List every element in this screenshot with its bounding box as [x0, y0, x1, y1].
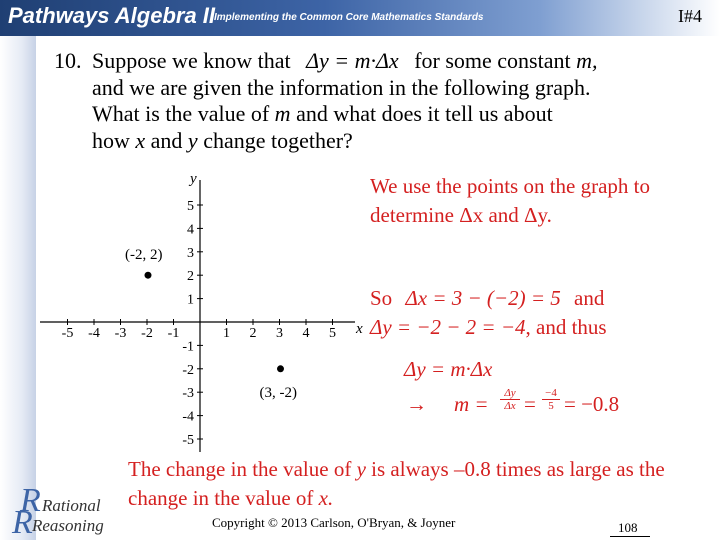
data-point — [277, 365, 284, 372]
y-tick-label: -3 — [182, 386, 194, 402]
fraction-2-den: 5 — [548, 400, 554, 412]
x-tick-label: -4 — [88, 326, 100, 341]
point-label: (-2, 2) — [125, 247, 163, 264]
conclusion-text — [128, 455, 668, 513]
y-tick-label: 5 — [187, 199, 194, 214]
fraction-1 — [500, 387, 520, 412]
q-line1-post: for some constant — [414, 48, 571, 73]
fraction-1-den: Δx — [504, 400, 516, 412]
q-line4-post: change together? — [203, 127, 353, 153]
answer-and-thus: , and thus — [525, 315, 607, 339]
fraction-1-num: Δy — [500, 387, 520, 400]
x-tick-label: 1 — [223, 326, 230, 341]
logo-line1: Rational — [42, 496, 101, 515]
q-var-m: m — [274, 101, 291, 126]
rational-reasoning-logo — [6, 482, 132, 541]
q-var-y: y — [187, 127, 198, 153]
m-lhs: m = — [454, 392, 489, 416]
q-constant: m, — [576, 48, 598, 73]
implies-arrow: → — [406, 392, 427, 416]
page-number: 108 — [618, 520, 638, 535]
x-tick-label: 3 — [276, 326, 283, 341]
logo-r2-icon: R — [12, 504, 33, 541]
y-axis-label: y — [190, 171, 197, 187]
eq-sign: = — [524, 392, 536, 416]
delta-y-equation: Δy = −2 − 2 = −4 — [370, 315, 526, 339]
y-tick-label: -1 — [182, 339, 194, 355]
x-tick-label: -3 — [114, 326, 127, 341]
logo-line2: Reasoning — [32, 516, 104, 535]
q-line1-pre: Suppose we know that — [92, 48, 291, 73]
q-formula: Δy = m·Δx — [306, 48, 399, 73]
copyright: Copyright © 2013 Carlson, O'Bryan, & Joyner — [212, 515, 456, 530]
brand-title: Pathways Algebra II — [8, 3, 216, 28]
page-underline — [610, 536, 650, 537]
y-tick-label: -4 — [182, 409, 194, 425]
q-line3-post: and what does it tell us about — [296, 101, 553, 126]
question-number: 10. — [54, 48, 82, 73]
formula-repeat: Δy = m·Δx — [404, 357, 493, 381]
q-line3-pre: What is the value of — [92, 101, 270, 126]
concl-text1: The change in the value of — [128, 457, 352, 481]
q-line4-mid: and — [150, 127, 183, 153]
brand-tagline: Implementing the Common Core Mathematics Standards — [214, 12, 484, 23]
q-line2: and we are given the information in the following graph. — [92, 74, 591, 100]
fraction-2-num: −4 — [542, 387, 560, 400]
answer-text-1: We use the points on the graph to determine Δx and Δy. — [370, 174, 651, 227]
answer-block-2 — [370, 284, 670, 342]
delta-x-equation: Δx = 3 − (−2) = 5 — [405, 286, 561, 310]
fraction-2 — [542, 387, 560, 412]
slide-id: I#4 — [678, 6, 702, 26]
x-tick-label: -1 — [167, 326, 180, 341]
x-tick-label: 5 — [329, 326, 336, 341]
y-tick-label: 1 — [187, 292, 194, 308]
y-tick-label: -5 — [182, 433, 194, 448]
point-label: (3, -2) — [259, 384, 297, 401]
logo-r1-icon: R — [20, 482, 41, 519]
x-tick-label: -2 — [141, 326, 153, 341]
y-tick-label: 4 — [187, 222, 194, 238]
q-line4-pre: how — [92, 127, 130, 153]
x-tick-label: -5 — [61, 326, 74, 341]
y-tick-label: 2 — [187, 269, 194, 285]
x-tick-label: 4 — [302, 326, 310, 341]
q-var-x: x — [135, 127, 146, 153]
data-point — [145, 272, 152, 279]
y-tick-label: -2 — [182, 362, 194, 378]
y-tick-label: 3 — [187, 245, 194, 261]
answer-so: So — [370, 286, 393, 310]
concl-var-y: y — [356, 457, 366, 481]
answer-and: and — [574, 286, 605, 310]
x-tick-label: 2 — [249, 326, 257, 341]
concl-text2: is always –0.8 times as large as the change in the value of — [128, 457, 665, 510]
x-axis-label: x — [356, 321, 363, 337]
m-result: = −0.8 — [564, 392, 620, 416]
concl-var-x: x. — [318, 486, 334, 510]
